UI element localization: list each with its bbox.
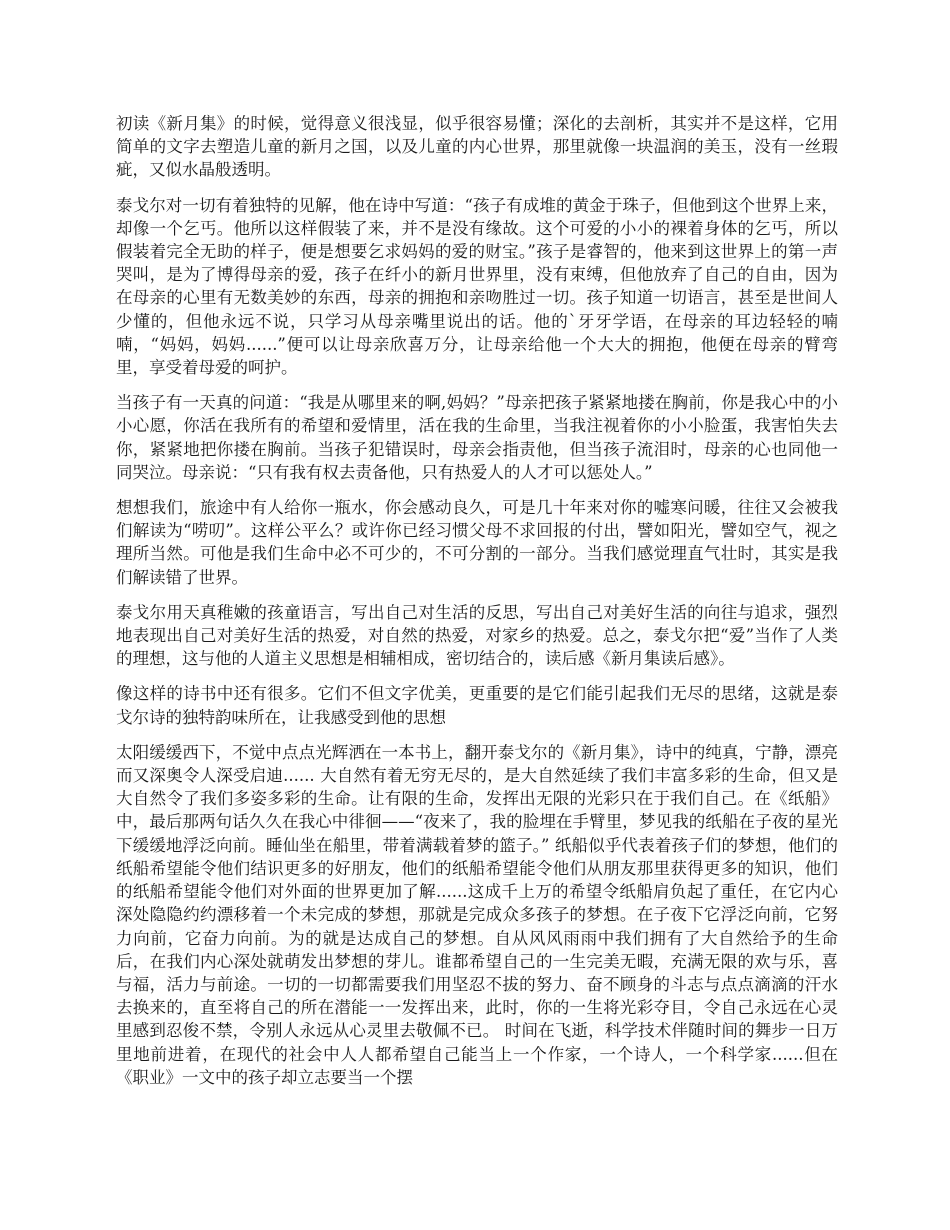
paragraph: 像这样的诗书中还有很多。它们不但文字优美，更重要的是它们能引起我们无尽的思绪，这就是泰戈尔诗的独特韵味所在，让我感受到他的思想 [116,684,838,727]
paragraph: 想想我们，旅途中有人给你一瓶水，你会感动良久，可是几十年来对你的嘘寒问暖，往往又会被我们解读为“唠叨”。这样公平么？或许你已经习惯父母不求回报的付出，譬如阳光，譬如空气，视之理所当然。可他是我们生命中必不可少的，不可分割的一部分。当我们感觉理直气壮时，其实是我们解读错了世界。 [116,498,838,587]
paragraph: 太阳缓缓西下，不觉中点点光辉洒在一本书上，翻开泰戈尔的《新月集》，诗中的纯真，宁静，漂亮而又深奥令人深受启迪...... 大自然有着无穷无尽的，是大自然延续了我们丰富多彩的生命，但又是大自然令了我们多姿多彩的生命。让有限的生命，发挥出无限的光彩只在于我们自己。在《纸船》中，最后那两句话久久在我心中徘徊——“夜来了，我的脸埋在手臂里，梦见我的纸船在子夜的星光下缓缓地浮泛向前。睡仙坐在船里，带着满载着梦的篮子。” 纸船似乎代表着孩子们的梦想，他们的纸船希望能令他们结识更多的好朋友，他们的纸船希望能令他们从朋友那里获得更多的知识，他们的纸船希望能令他们对外面的世界更加了解......这成千上万的希望令纸船肩负起了重任，在它内心深处隐隐约约漂移着一个未完成的梦想，那就是完成众多孩子的梦想。在子夜下它浮泛向前，它努力向前，它奋力向前。为的就是达成自己的梦想。自从风风雨雨中我们拥有了大自然给予的生命后，在我们内心深处就萌发出梦想的芽儿。谁都希望自己的一生完美无暇，充满无限的欢与乐，喜与福，活力与前途。一切的一切都需要我们用坚忍不拔的努力、奋不顾身的斗志与点点滴滴的汗水去换来的，直至将自己的所在潜能一一发挥出来，此时，你的一生将光彩夺目，令自己永远在心灵里感到忍俊不禁，令别人永远从心灵里去敬佩不已。 时间在飞逝，科学技术伴随时间的舞步一日万里地前进着，在现代的社会中人人都希望自己能当上一个作家，一个诗人，一个科学家......但在《职业》一文中的孩子却立志要当一个摆 [116,742,838,1087]
document-body [116,112,838,1101]
paragraph: 初读《新月集》的时候，觉得意义很浅显，似乎很容易懂；深化的去剖析，其实并不是这样，它用简单的文字去塑造儿童的新月之国，以及儿童的内心世界，那里就像一块温润的美玉，没有一丝瑕疵，又似水晶般透明。 [116,114,838,180]
paragraph: 泰戈尔用天真稚嫩的孩童语言，写出自己对生活的反思，写出自己对美好生活的向往与追求，强烈地表现出自己对美好生活的热爱，对自然的热爱，对家乡的热爱。总之，泰戈尔把“爱”当作了人类的理想，这与他的人道主义思想是相辅相成，密切结合的，读后感《新月集读后感》。 [116,602,838,669]
paragraph: 当孩子有一天真的问道：“我是从哪里来的啊,妈妈？”母亲把孩子紧紧地搂在胸前，你是我心中的小小心愿，你活在我所有的希望和爱情里，活在我的生命里，当我注视着你的小小脸蛋，我害怕失去你，紧紧地把你搂在胸前。当孩子犯错误时，母亲会指责他，但当孩子流泪时，母亲的心也同他一同哭泣。母亲说：“只有我有权去责备他，只有热爱人的人才可以惩处人。” [116,393,838,482]
paragraph: 泰戈尔对一切有着独特的见解，他在诗中写道：“孩子有成堆的黄金于珠子，但他到这个世界上来，却像一个乞丐。他所以这样假装了来，并不是没有缘故。这个可爱的小小的裸着身体的乞丐，所以假装着完全无助的样子，便是想要乞求妈妈的爱的财宝。”孩子是睿智的，他来到这世界上的第一声哭叫，是为了博得母亲的爱，孩子在纤小的新月世界里，没有束缚，但他放弃了自己的自由，因为在母亲的心里有无数美妙的东西，母亲的拥抱和亲吻胜过一切。孩子知道一切语言，甚至是世间人少懂的，但他永远不说，只学习从母亲嘴里说出的话。他的`牙牙学语，在母亲的耳边轻轻的喃喃，“妈妈，妈妈......”便可以让母亲欣喜万分，让母亲给他一个大大的拥抱，他便在母亲的臂弯里，享受着母爱的呵护。 [116,195,838,378]
